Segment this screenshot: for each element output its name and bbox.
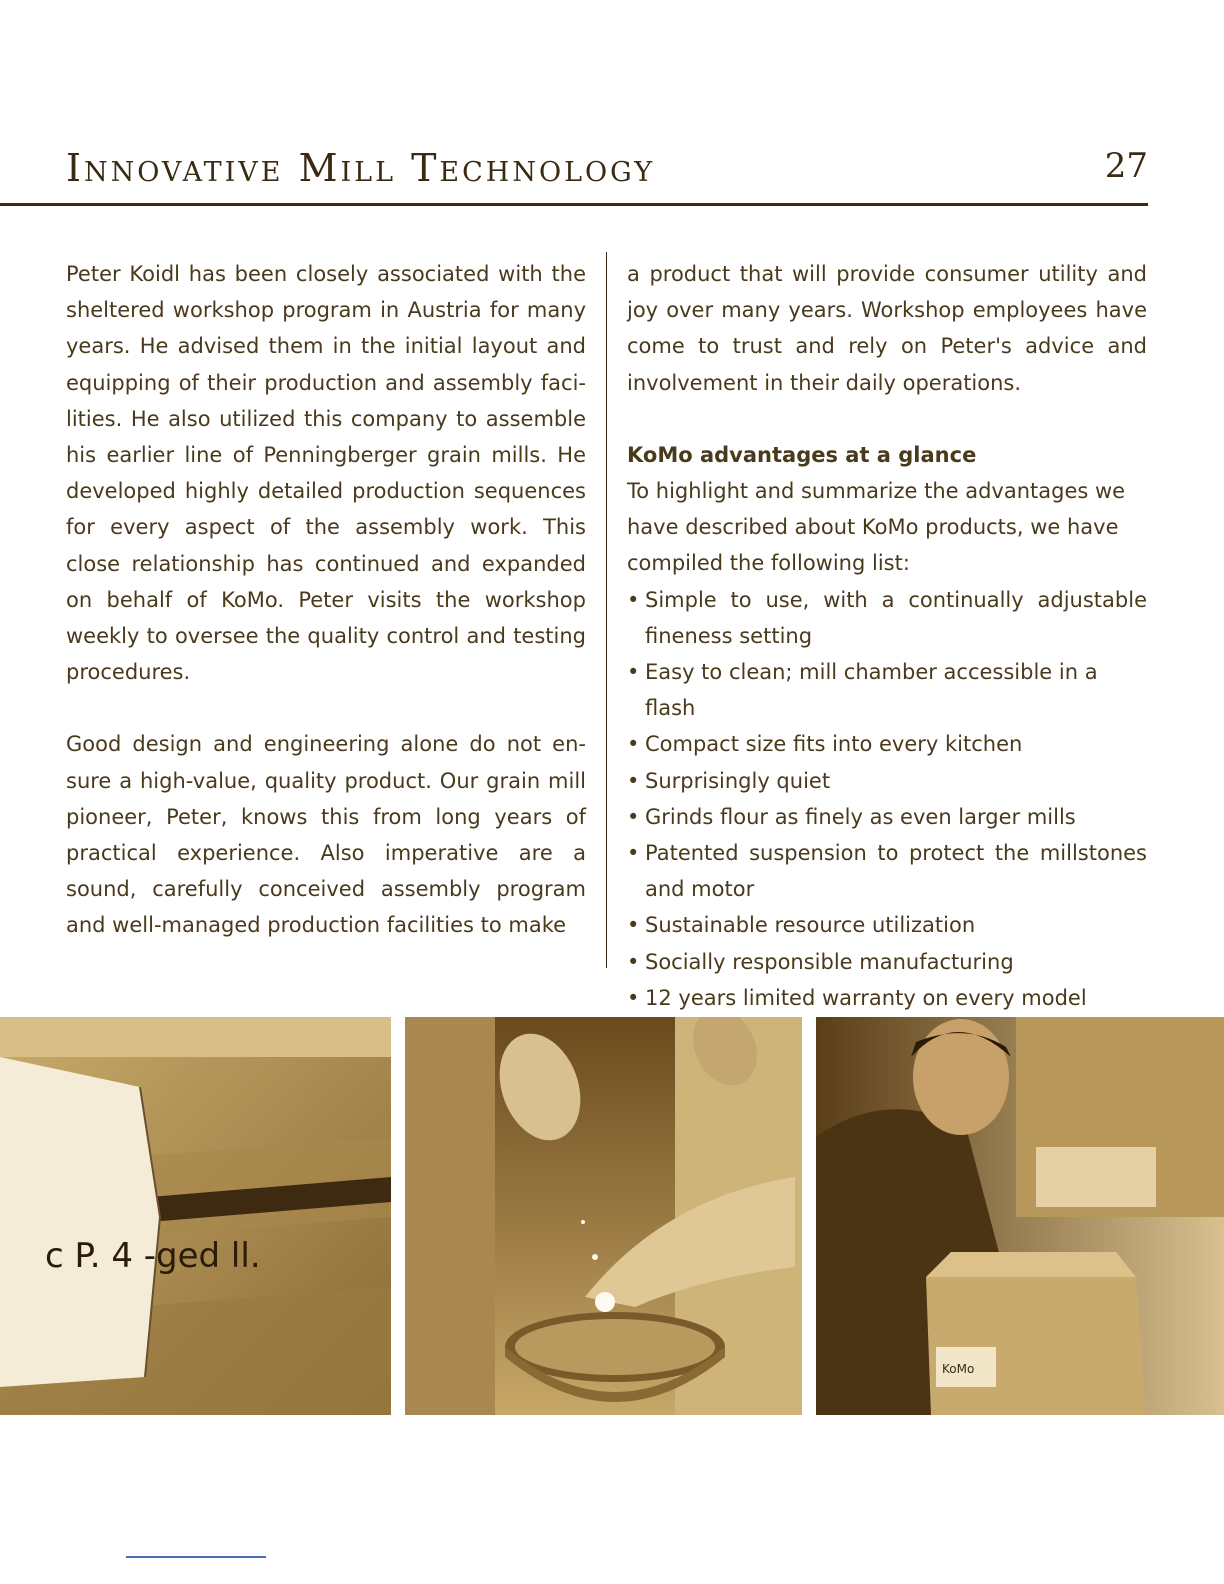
list-item: • Sustainable resource utilization [627,907,1147,943]
right-continuation: a product that will provide consumer utility and joy over many years. Workshop employees have come to trust and rely on Peter's advice and involvement in their daily operations. [627,262,1147,395]
photo-strip [0,1017,1224,1415]
left-column [66,256,586,944]
list-item: • Socially responsible manufacturing [627,944,1147,980]
footer-link-line [126,1556,266,1558]
page-title: Innovative Mill Technology [66,146,656,190]
list-item: • 12 years limited warranty on every model [627,980,1147,1016]
tag-handwriting: c P. 4 -ged ll. [45,1236,261,1276]
advantages-list [627,582,1147,1016]
left-paragraph-2: Good design and engineering alone do not ensure a high-value, quality product. Our grain mill pioneer, Peter, knows this from long years of practical experience. Also imperative are a sound, carefully conceived assembly program and well-managed production facilities to make [66,732,586,938]
advantages-heading: KoMo advantages at a glance [627,442,977,467]
photo-workbench-tag [0,1017,391,1415]
list-item: • Easy to clean; mill chamber accessible in a flash [627,654,1147,726]
column-divider [606,252,607,968]
header-rule [0,203,1148,206]
left-paragraph-1: Peter Koidl has been closely associated with the sheltered workshop program in Austria for many years. He advised them in the initial layout and equipping of their production and assembly facilities. He also utilized this company to assemble his earlier line of Penningberger grain mills. He developed highly detailed production sequences for every aspect of the assembly work. This close relationship has continued and expanded on behalf of KoMo. Peter visits the workshop weekly to oversee the quality control and testing procedures. [66,262,586,685]
list-item: • Grinds flour as finely as even larger mills [627,799,1147,835]
list-item: • Simple to use, with a continually adjustable fineness setting [627,582,1147,654]
page-number: 27 [1104,146,1148,186]
photo-worker-box [816,1017,1224,1415]
list-item: • Compact size fits into every kitchen [627,726,1147,762]
photo-flour-bowl [405,1017,802,1415]
box-label: KoMo [942,1362,975,1376]
list-item: • Surprisingly quiet [627,763,1147,799]
list-item: • Patented suspension to protect the millstones and motor [627,835,1147,907]
advantages-intro: To highlight and summarize the advantages we have described about KoMo products, we have compiled the following list: [627,479,1126,576]
right-column [627,256,1147,1016]
